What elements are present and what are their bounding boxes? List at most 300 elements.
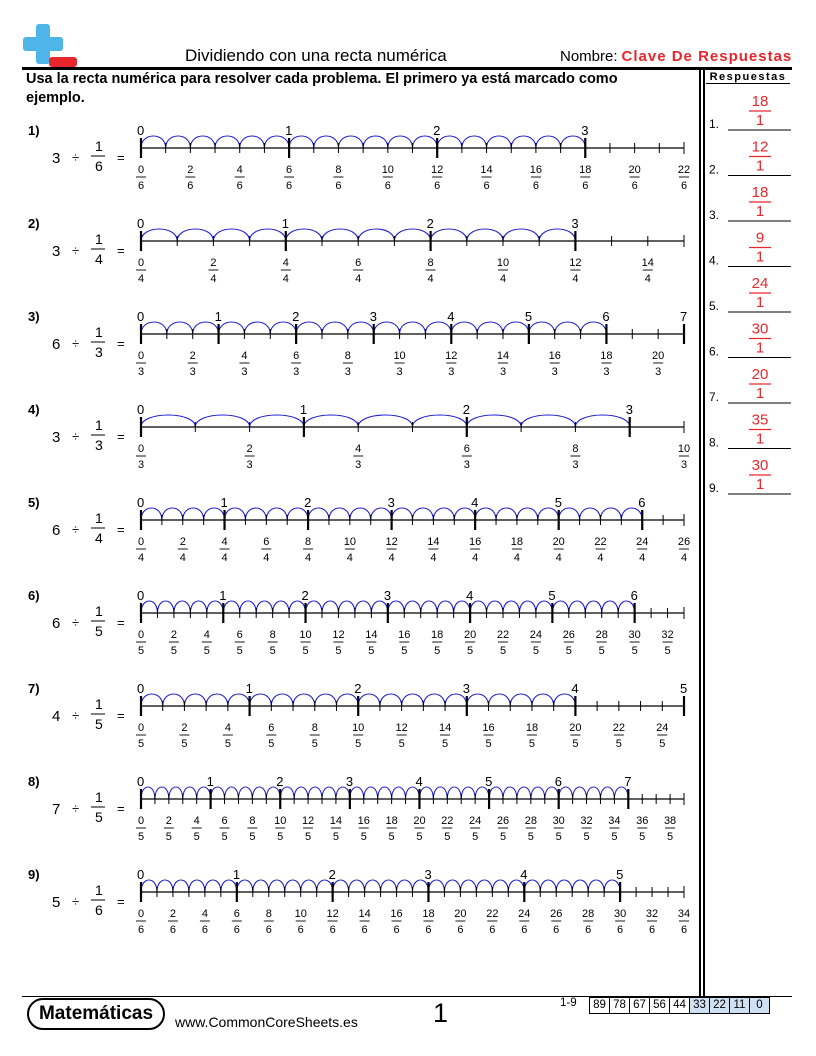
instructions: Usa la recta numérica para resolver cada problema. El primero ya está marcado como ejemplo. <box>26 71 618 106</box>
problem-label: 9) <box>28 867 40 882</box>
tick-denominator: 3 <box>448 366 455 378</box>
problem-9 <box>28 867 690 936</box>
jump-arc <box>404 601 420 613</box>
whole-number-label: 3 <box>369 309 377 324</box>
tick-numerator: 14 <box>427 536 440 548</box>
tick-numerator: 8 <box>249 815 256 827</box>
tick-numerator: 2 <box>165 815 172 827</box>
jump-arc <box>433 787 447 799</box>
whole-number-label: 5 <box>524 309 533 324</box>
tick-numerator: 0 <box>137 629 145 641</box>
problem-label: 4) <box>28 402 40 417</box>
whole-number-label: 4 <box>520 867 528 882</box>
tick-numerator: 20 <box>552 536 565 548</box>
operator: ÷ <box>72 615 80 630</box>
operator: ÷ <box>72 150 80 165</box>
jump-arc <box>392 787 406 799</box>
whole-number-label: 1 <box>299 402 308 417</box>
tick-denominator: 6 <box>631 180 638 192</box>
jump-arc <box>329 508 350 520</box>
tick-numerator: 16 <box>469 536 482 548</box>
jump-arc <box>433 508 454 520</box>
whole-number-label: 2 <box>433 123 441 138</box>
jump-arc <box>602 601 618 613</box>
equals-sign: = <box>117 243 125 258</box>
jump-arc <box>355 601 371 613</box>
equals-sign: = <box>117 894 125 909</box>
tick-denominator: 4 <box>305 552 312 564</box>
jump-arc <box>163 694 185 706</box>
jump-arc <box>322 601 338 613</box>
tick-denominator: 6 <box>680 180 688 192</box>
answer-6 <box>709 321 791 359</box>
jump-arc <box>296 322 322 334</box>
answer-9 <box>709 457 791 495</box>
tick-denominator: 6 <box>329 924 336 936</box>
answer-3 <box>709 184 791 222</box>
jump-arc <box>503 787 517 799</box>
problem-1 <box>28 123 690 192</box>
tick-denominator: 4 <box>639 552 646 564</box>
tick-numerator: 4 <box>355 443 362 455</box>
tick-numerator: 24 <box>529 629 543 641</box>
tick-denominator: 4 <box>597 552 604 564</box>
tick-numerator: 4 <box>203 629 210 641</box>
tick-denominator: 5 <box>532 645 539 657</box>
tick-numerator: 16 <box>357 815 370 827</box>
jump-arc <box>205 880 221 892</box>
answer-numerator: 12 <box>751 138 769 156</box>
answer-numerator: 30 <box>751 320 769 338</box>
tick-denominator: 4 <box>346 552 353 564</box>
score-cell: 0 <box>750 997 770 1014</box>
equals-sign: = <box>117 522 125 537</box>
jump-arc <box>492 880 508 892</box>
jump-arc <box>289 136 314 148</box>
tick-denominator: 5 <box>224 738 231 750</box>
equals-sign: = <box>117 150 125 165</box>
tick-denominator: 4 <box>263 552 270 564</box>
whole-number-label: 4 <box>471 495 479 510</box>
answer-1 <box>709 93 791 131</box>
tick-numerator: 10 <box>393 350 406 362</box>
answer-number: 1. <box>709 117 720 131</box>
tick-denominator: 5 <box>565 645 572 657</box>
whole-number-label: 1 <box>219 588 227 603</box>
jump-arc <box>240 136 265 148</box>
tick-denominator: 3 <box>137 459 145 471</box>
whole-number-label: 0 <box>137 867 145 882</box>
answer-denominator: 1 <box>755 294 765 311</box>
answer-number: 2. <box>709 162 720 177</box>
tick-denominator: 5 <box>442 738 449 750</box>
divisor-numerator: 1 <box>95 882 103 898</box>
answer-number: 9. <box>709 481 720 495</box>
whole-number-label: 5 <box>680 681 688 696</box>
tick-denominator: 6 <box>521 924 528 936</box>
tick-numerator: 18 <box>600 350 613 362</box>
whole-number-label: 0 <box>137 123 145 138</box>
tick-numerator: 2 <box>170 629 177 641</box>
jump-arc <box>253 880 269 892</box>
jump-arc <box>402 694 424 706</box>
score-table <box>560 997 770 1014</box>
jump-arc <box>250 415 304 427</box>
tick-denominator: 6 <box>265 924 272 936</box>
tick-numerator: 26 <box>677 536 691 548</box>
tick-numerator: 6 <box>236 629 243 641</box>
tick-denominator: 5 <box>485 738 492 750</box>
score-cell: 44 <box>670 997 690 1014</box>
tick-denominator: 5 <box>401 645 408 657</box>
jump-arc <box>580 508 601 520</box>
tick-numerator: 24 <box>636 536 649 548</box>
jump-arc <box>169 787 183 799</box>
divisor-numerator: 1 <box>95 417 103 433</box>
divisor-numerator: 1 <box>95 696 103 712</box>
divisor-numerator: 1 <box>95 510 103 526</box>
tick-numerator: 26 <box>562 629 575 641</box>
tick-numerator: 14 <box>365 629 378 641</box>
whole-number-label: 0 <box>137 309 145 324</box>
jump-arc <box>413 415 467 427</box>
tick-denominator: 6 <box>384 180 391 192</box>
tick-denominator: 5 <box>360 831 367 843</box>
tick-numerator: 24 <box>656 722 669 734</box>
tick-numerator: 20 <box>628 164 641 176</box>
jump-arc <box>266 508 287 520</box>
tick-numerator: 4 <box>241 350 248 362</box>
operator: ÷ <box>72 522 80 537</box>
tick-numerator: 10 <box>352 722 365 734</box>
tick-numerator: 6 <box>233 908 240 920</box>
tick-denominator: 5 <box>388 831 395 843</box>
jump-arc <box>273 601 289 613</box>
score-cell: 89 <box>589 997 610 1014</box>
jump-arc <box>294 787 308 799</box>
divisor-numerator: 1 <box>95 138 103 154</box>
whole-number-label: 4 <box>415 774 423 789</box>
whole-number-label: 3 <box>387 495 395 510</box>
tick-numerator: 6 <box>355 257 362 269</box>
operator: ÷ <box>72 708 80 723</box>
answer-denominator: 1 <box>755 339 765 357</box>
whole-number-label: 5 <box>485 774 493 789</box>
jump-arc <box>250 229 286 241</box>
tick-denominator: 5 <box>269 645 276 657</box>
tick-numerator: 8 <box>311 722 318 734</box>
whole-number-label: 1 <box>206 774 214 789</box>
jump-arc <box>349 880 365 892</box>
whole-number-label: 3 <box>383 588 392 603</box>
jump-arc <box>364 787 378 799</box>
tick-numerator: 20 <box>454 908 467 920</box>
jump-arc <box>394 229 430 241</box>
tick-numerator: 34 <box>677 908 691 920</box>
tick-numerator: 6 <box>263 536 270 548</box>
tick-numerator: 14 <box>641 257 654 269</box>
jump-arc <box>487 136 512 148</box>
tick-denominator: 6 <box>236 180 243 192</box>
tick-denominator: 6 <box>187 180 194 192</box>
whole-number-label: 2 <box>426 216 434 231</box>
jump-arc <box>162 508 183 520</box>
answer-denominator: 1 <box>755 385 765 402</box>
jump-arc <box>195 415 249 427</box>
jump-arc <box>451 322 477 334</box>
whole-number-label: 3 <box>581 123 589 138</box>
tick-denominator: 4 <box>430 552 437 564</box>
answer-number: 5. <box>709 299 720 313</box>
answer-number: 8. <box>709 435 720 450</box>
tick-numerator: 12 <box>332 629 345 641</box>
whole-number-label: 3 <box>462 681 471 696</box>
tick-denominator: 3 <box>246 459 253 471</box>
whole-number-label: 2 <box>304 495 312 510</box>
whole-number-label: 6 <box>602 309 610 324</box>
tick-denominator: 5 <box>416 831 423 843</box>
jump-arc <box>213 229 249 241</box>
tick-numerator: 16 <box>529 164 543 176</box>
tick-denominator: 5 <box>639 831 646 843</box>
jump-arc <box>381 880 397 892</box>
dividend: 3 <box>52 150 61 167</box>
tick-denominator: 5 <box>268 738 275 750</box>
jump-arc <box>190 601 206 613</box>
answer-number: 3. <box>709 208 720 222</box>
whole-number-label: 6 <box>638 495 646 510</box>
dividend: 3 <box>52 243 61 260</box>
tick-denominator: 6 <box>483 180 490 192</box>
tick-denominator: 4 <box>137 273 145 285</box>
tick-numerator: 18 <box>510 536 524 548</box>
tick-denominator: 5 <box>221 831 228 843</box>
tick-numerator: 14 <box>480 164 493 176</box>
jump-arc <box>477 322 503 334</box>
jump-arc <box>539 229 575 241</box>
jump-arc <box>467 229 503 241</box>
divisor-denominator: 3 <box>95 344 103 360</box>
tick-denominator: 3 <box>463 459 470 471</box>
jump-arc <box>587 787 601 799</box>
jump-arc <box>462 136 487 148</box>
answer-denominator: 1 <box>755 248 765 266</box>
tick-denominator: 5 <box>499 831 507 843</box>
whole-number-label: 7 <box>624 774 632 789</box>
whole-number-label: 3 <box>424 867 432 882</box>
tick-denominator: 3 <box>396 366 403 378</box>
jump-arc <box>358 415 412 427</box>
jump-arc <box>167 322 193 334</box>
jump-arc <box>467 694 489 706</box>
tick-denominator: 5 <box>659 738 666 750</box>
jump-arc <box>531 787 545 799</box>
tick-numerator: 2 <box>189 350 196 362</box>
tick-numerator: 34 <box>608 815 621 827</box>
tick-numerator: 8 <box>344 350 351 362</box>
jump-arc <box>444 880 460 892</box>
tick-denominator: 6 <box>585 924 592 936</box>
answer-numerator: 9 <box>755 229 765 247</box>
tick-denominator: 6 <box>361 924 368 936</box>
tick-denominator: 5 <box>193 831 200 843</box>
answer-number: 6. <box>709 344 720 359</box>
answer-numerator: 30 <box>751 457 769 474</box>
brand-badge: Matemáticas <box>27 998 165 1030</box>
tick-numerator: 30 <box>628 629 641 641</box>
tick-numerator: 18 <box>579 164 592 176</box>
answer-denominator: 1 <box>755 157 765 175</box>
jump-arc <box>489 694 511 706</box>
jump-arc <box>183 787 197 799</box>
tick-numerator: 8 <box>427 257 434 269</box>
tick-denominator: 6 <box>457 924 464 936</box>
tick-numerator: 2 <box>169 908 177 920</box>
whole-number-label: 2 <box>301 588 309 603</box>
tick-denominator: 5 <box>305 831 312 843</box>
tick-denominator: 3 <box>137 366 145 378</box>
problem-label: 8) <box>28 774 40 789</box>
whole-number-label: 7 <box>680 309 688 324</box>
jump-arc <box>447 787 461 799</box>
jump-arc <box>256 601 272 613</box>
tick-numerator: 0 <box>137 350 145 362</box>
tick-denominator: 6 <box>532 180 539 192</box>
score-cell: 22 <box>710 997 730 1014</box>
whole-number-label: 0 <box>137 495 145 510</box>
equals-sign: = <box>117 708 125 723</box>
score-cell: 11 <box>730 997 750 1014</box>
whole-number-label: 1 <box>245 681 253 696</box>
tick-numerator: 10 <box>343 536 356 548</box>
jump-arc <box>157 601 173 613</box>
jump-arc <box>380 694 402 706</box>
tick-numerator: 24 <box>469 815 482 827</box>
tick-numerator: 6 <box>463 443 470 455</box>
whole-number-label: 3 <box>625 402 633 417</box>
page-title: Dividiendo con una recta numérica <box>185 46 447 65</box>
dividend: 6 <box>52 615 61 632</box>
problem-3 <box>28 309 687 378</box>
answer-number: 4. <box>709 253 720 268</box>
whole-number-label: 0 <box>137 216 145 231</box>
tick-denominator: 3 <box>293 366 300 378</box>
site-url: www.CommonCoreSheets.es <box>175 1014 358 1030</box>
tick-numerator: 0 <box>137 164 145 176</box>
jump-arc <box>532 694 554 706</box>
jump-arc <box>600 508 621 520</box>
tick-numerator: 30 <box>613 908 627 920</box>
tick-numerator: 14 <box>329 815 343 827</box>
tick-denominator: 6 <box>680 924 688 936</box>
tick-numerator: 16 <box>398 629 411 641</box>
problem-label: 1) <box>28 123 40 138</box>
tick-denominator: 4 <box>179 552 186 564</box>
jump-arc <box>304 415 358 427</box>
score-cell: 56 <box>650 997 670 1014</box>
whole-number-label: 4 <box>571 681 579 696</box>
tick-denominator: 6 <box>425 924 432 936</box>
tick-numerator: 0 <box>137 443 145 455</box>
whole-number-label: 5 <box>616 867 624 882</box>
jump-arc <box>225 787 239 799</box>
tick-numerator: 20 <box>413 815 426 827</box>
jump-arc <box>423 694 445 706</box>
tick-numerator: 16 <box>548 350 561 362</box>
tick-denominator: 4 <box>355 273 362 285</box>
jump-arc <box>510 694 532 706</box>
jump-arc <box>308 787 322 799</box>
answer-numerator: 18 <box>751 93 769 110</box>
answer-7 <box>709 366 791 404</box>
tick-numerator: 8 <box>572 443 579 455</box>
jump-arc <box>141 694 163 706</box>
tick-denominator: 4 <box>282 273 289 285</box>
tick-numerator: 28 <box>595 629 608 641</box>
jump-arc <box>301 880 317 892</box>
whole-number-label: 4 <box>447 309 455 324</box>
tick-denominator: 5 <box>472 831 479 843</box>
tick-numerator: 32 <box>580 815 593 827</box>
jump-arc <box>155 787 169 799</box>
jump-arc <box>271 694 293 706</box>
problem-6 <box>28 588 684 657</box>
tick-denominator: 5 <box>664 645 671 657</box>
jump-arc <box>157 880 173 892</box>
jump-arc <box>141 229 177 241</box>
tick-numerator: 32 <box>661 629 674 641</box>
dividend: 6 <box>52 522 61 539</box>
jump-arc <box>569 601 585 613</box>
jump-arc <box>556 880 572 892</box>
tick-denominator: 3 <box>680 459 688 471</box>
problem-2 <box>28 216 684 285</box>
score-range-label: 1-9 <box>560 997 577 1009</box>
tick-numerator: 4 <box>224 722 231 734</box>
jump-arc <box>461 787 475 799</box>
tick-numerator: 4 <box>193 815 200 827</box>
jump-arc <box>238 787 252 799</box>
jump-arc <box>400 322 426 334</box>
jump-arc <box>585 601 601 613</box>
tick-denominator: 4 <box>137 552 145 564</box>
tick-denominator: 6 <box>335 180 342 192</box>
whole-number-label: 2 <box>354 681 362 696</box>
jump-arc <box>293 694 315 706</box>
tick-numerator: 0 <box>137 908 145 920</box>
jump-arc <box>536 136 561 148</box>
tick-denominator: 6 <box>137 924 145 936</box>
jump-arc <box>421 601 437 613</box>
jump-arc <box>245 508 266 520</box>
answer-2 <box>709 139 791 177</box>
tick-denominator: 4 <box>210 273 217 285</box>
tick-numerator: 16 <box>482 722 495 734</box>
tick-denominator: 5 <box>499 645 507 657</box>
whole-number-label: 2 <box>276 774 284 789</box>
whole-number-label: 6 <box>630 588 638 603</box>
tick-denominator: 6 <box>582 180 589 192</box>
whole-number-label: 0 <box>137 588 145 603</box>
divisor-numerator: 1 <box>95 789 103 805</box>
tick-denominator: 4 <box>427 273 434 285</box>
whole-number-label: 0 <box>137 681 145 696</box>
tick-denominator: 3 <box>344 366 351 378</box>
tick-numerator: 6 <box>268 722 275 734</box>
divisor-denominator: 5 <box>95 716 103 732</box>
tick-numerator: 8 <box>335 164 342 176</box>
tick-denominator: 6 <box>233 924 240 936</box>
